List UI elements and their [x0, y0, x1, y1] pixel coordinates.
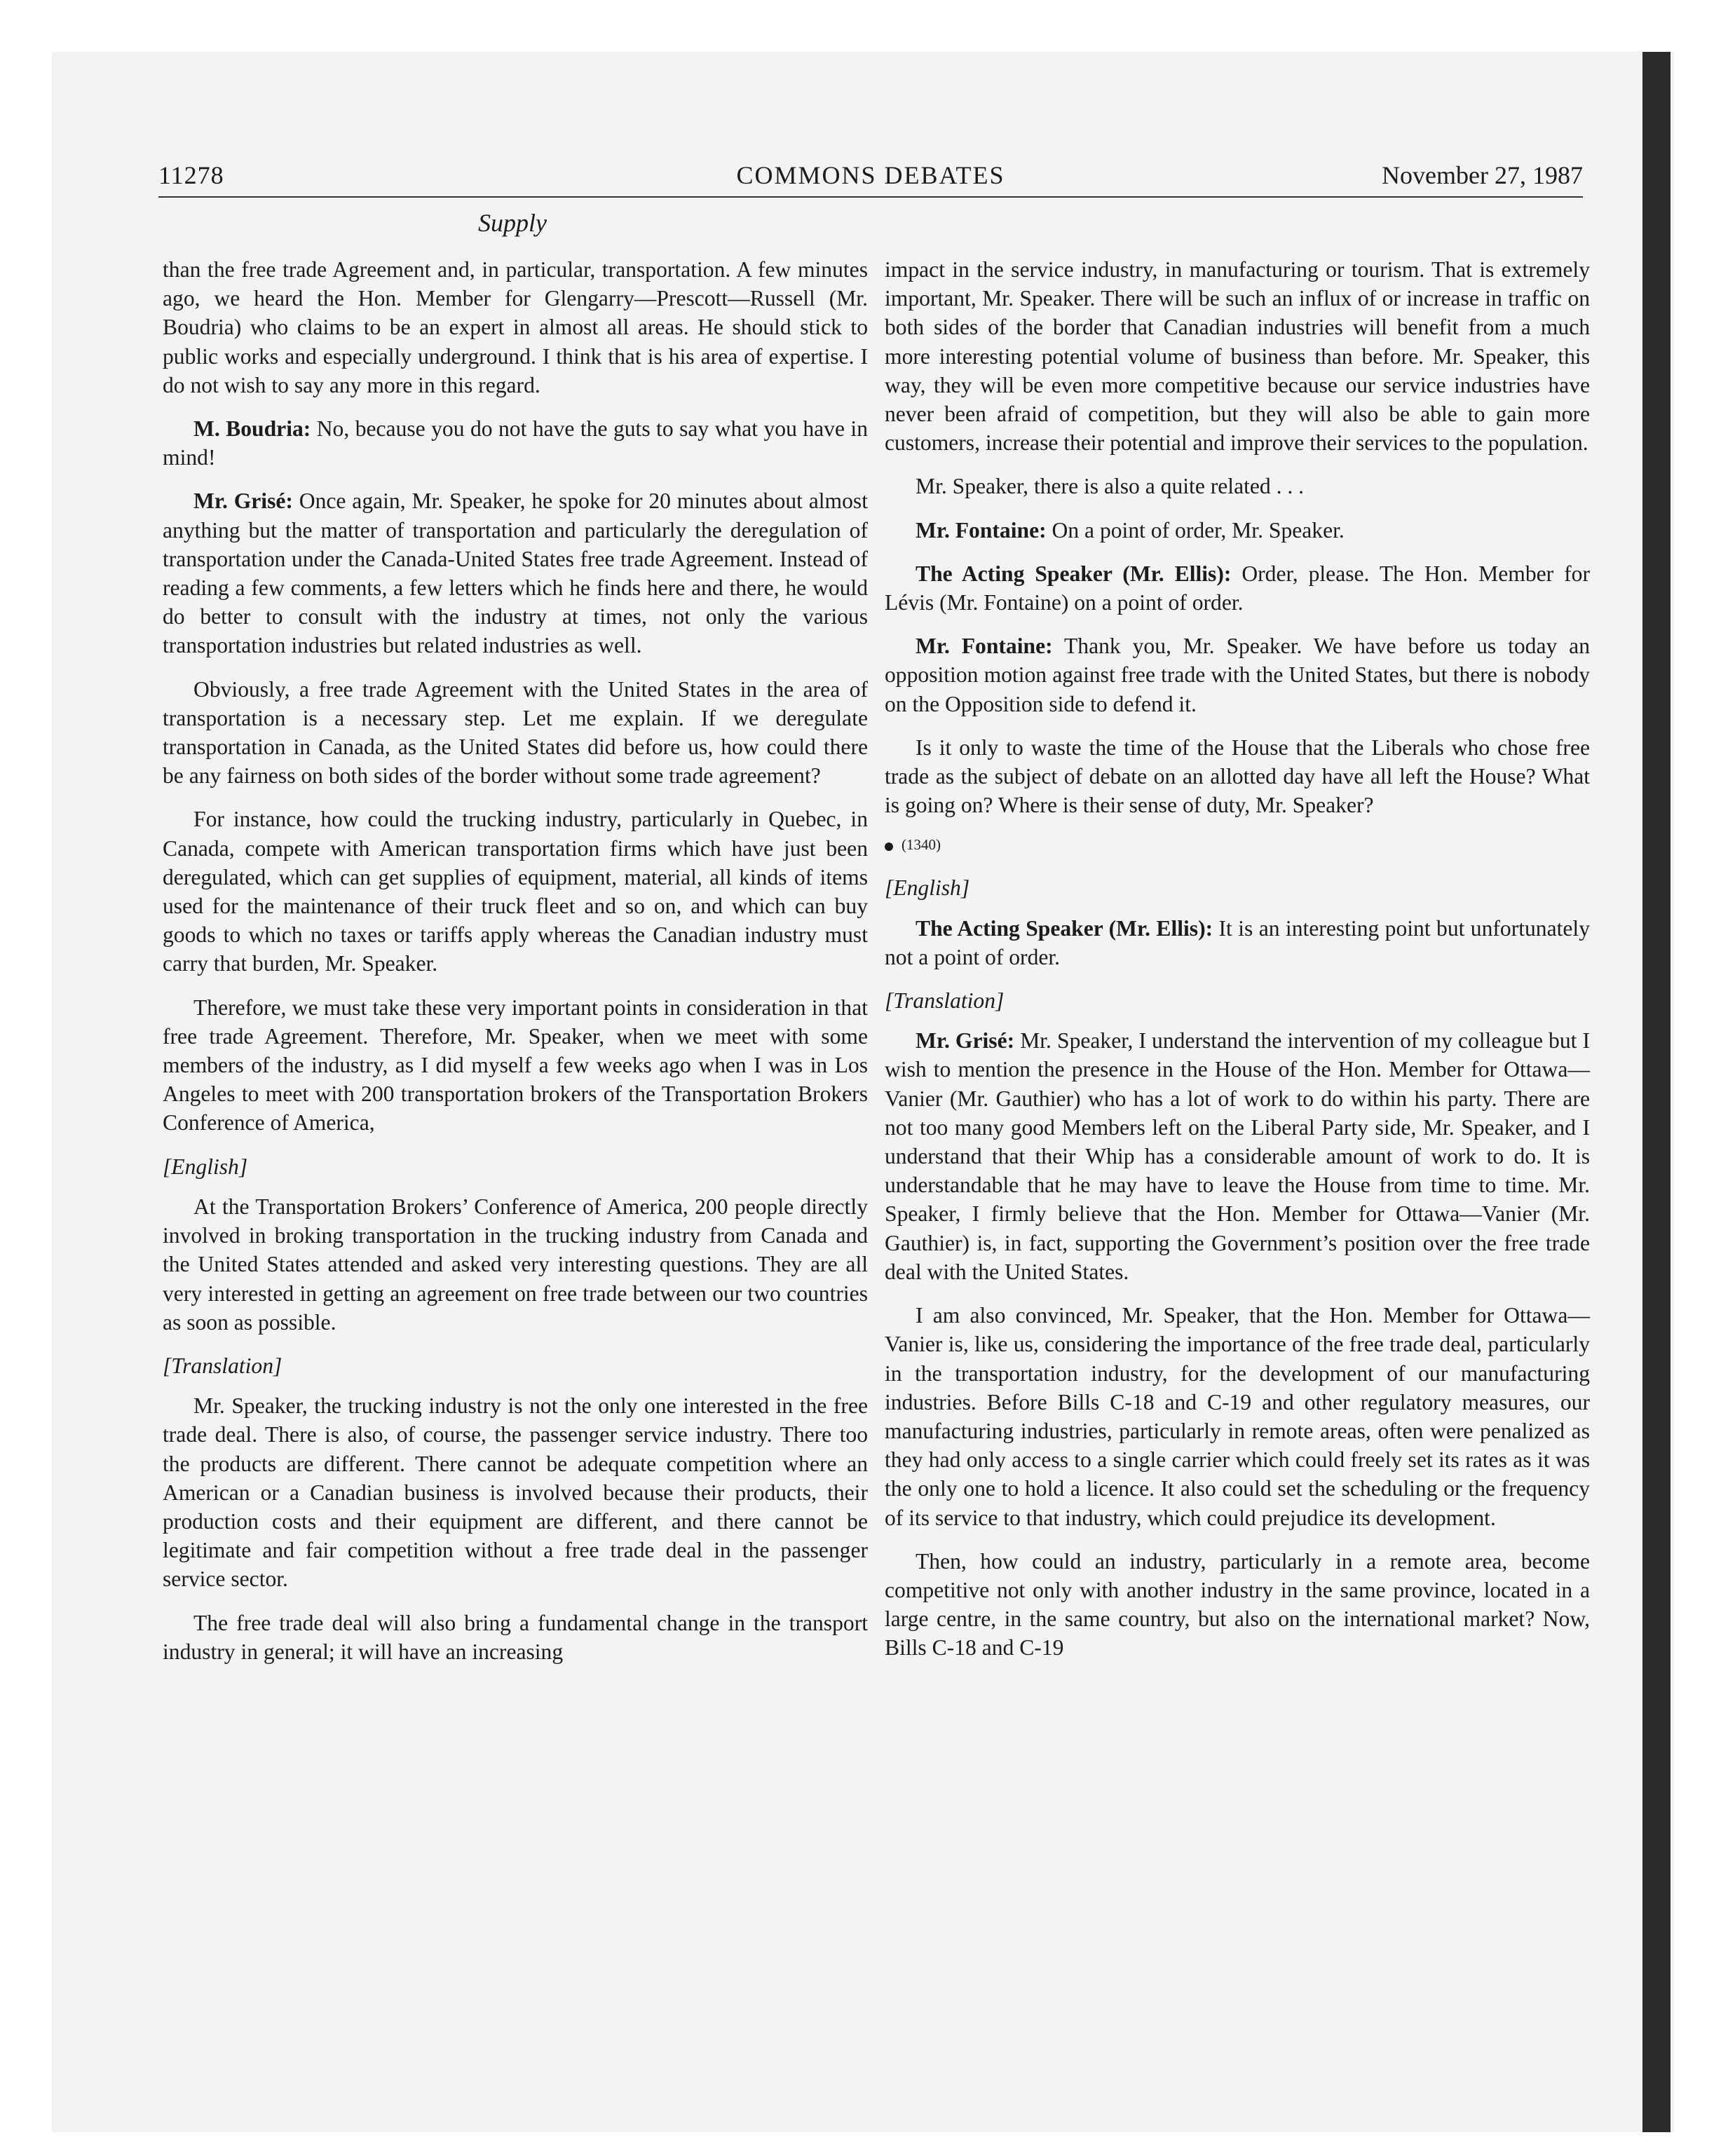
- page-number: 11278: [158, 161, 224, 189]
- speech-paragraph: [885, 632, 1590, 718]
- publication-date: November 27, 1987: [1382, 161, 1583, 189]
- speaker-name: Mr. Fontaine:: [916, 634, 1053, 659]
- speech-text: Mr. Speaker, I understand the intervention of my colleague but I wish to mention the presence in the House of the Hon. Member for Ottawa—Vanier (Mr. Gauthier) who has a lot of work to do within his party. There are not too many good Members left on the Liberal Party side, Mr. Speaker, and I understand that their Whip has a considerable amount of work to do. It is understandable that he may have to leave the House from time to time. Mr. Speaker, I firmly believe that the Hon. Member for Ottawa—Vanier (Mr. Gauthier) is, in fact, supporting the Government’s position over the free trade deal with the United States.: [885, 1028, 1591, 1284]
- paragraph: The free trade deal will also bring a fundamental change in the transport industry in general; it will have an increasing: [163, 1610, 868, 1664]
- speech-text: On a point of order, Mr. Speaker.: [1046, 517, 1345, 543]
- right-column: [885, 255, 1590, 1677]
- speech-paragraph: [885, 559, 1590, 617]
- speaker-name: Mr. Grisé:: [193, 489, 293, 514]
- speaker-name: The Acting Speaker (Mr. Ellis):: [916, 561, 1232, 586]
- speech-paragraph: [885, 516, 1590, 545]
- paragraph: Obviously, a free trade Agreement with the United States in the area of transportation is a necessary step. Let me explain. If we deregulate transportation in Canada, as the United States did before us, how could there be any fairness on both sides of the border without some trade agreement?: [163, 676, 868, 789]
- section-heading: Supply: [478, 209, 547, 237]
- language-tag: [Translation]: [885, 988, 1005, 1014]
- language-tag: [English]: [885, 875, 970, 901]
- speech-text: Order, please. The Hon. Member for Lévis (Mr. Fontaine) on a point of order.: [885, 561, 1590, 615]
- speech-paragraph: [885, 914, 1590, 971]
- time-marker: [885, 834, 1590, 855]
- paragraph: I am also convinced, Mr. Speaker, that the Hon. Member for Ottawa—Vanier is, like us, considering the importance of the free trade deal, particularly in the transportation industry, for the development of our manufacturing industries. Before Bills C-18 and C-19 and other regulatory measures, our manufacturing industries, particularly in remote areas, often were penalized as they had only access to a single carrier which could freely set its rates as it was the only one to hold a licence. It also could set the scheduling or the frequency of its service to that industry, which could prejudice its development.: [885, 1303, 1590, 1530]
- page-edge-shadow: [1642, 52, 1671, 2132]
- speech-paragraph: [885, 1026, 1590, 1286]
- paragraph: Mr. Speaker, the trucking industry is not the only one interested in the free trade deal. There is also, of course, the passenger service industry. There too the products are different. There cannot be adequate competition where an American or a Canadian business is involved because their products, their production costs and their equipment are different, and there cannot be legitimate and fair competition without a free trade deal in the passenger service sector.: [163, 1393, 868, 1592]
- paragraph: Therefore, we must take these very important points in consideration in that free trade Agreement. Therefore, Mr. Speaker, when we meet with some members of the industry, as I did myself a few weeks ago when I was in Los Angeles to meet with 200 transportation brokers of the Transportation Brokers Conference of America,: [163, 995, 868, 1135]
- speech-paragraph: [163, 414, 868, 472]
- paragraph: Is it only to waste the time of the House that the Liberals who chose free trade as the subject of debate on an allotted day have all left the House? What is going on? Where is their sense of duty, Mr. Speaker?: [885, 735, 1590, 818]
- paragraph: For instance, how could the trucking industry, particularly in Quebec, in Canada, compete with American transportation firms which have just been deregulated, which can get supplies of equipment, material, all kinds of items used for the maintenance of their truck fleet and so on, and which can buy goods to which no taxes or tariffs apply whereas the Canadian industry must carry that burden, Mr. Speaker.: [163, 807, 868, 976]
- paragraph: Then, how could an industry, particularly in a remote area, become competitive not only with another industry in the same province, located in a large centre, in the same country, but also on the international market? Now, Bills C-18 and C-19: [885, 1548, 1590, 1660]
- running-header: [158, 160, 1583, 198]
- paragraph: At the Transportation Brokers’ Conference of America, 200 people directly involved in broking transportation in the trucking industry from Canada and the United States attended and asked very interesting questions. They are all very interested in getting an agreement on free trade between our two countries as soon as possible.: [163, 1194, 868, 1335]
- speaker-name: Mr. Fontaine:: [916, 517, 1047, 543]
- speaker-name: The Acting Speaker (Mr. Ellis):: [916, 915, 1213, 941]
- speech-text: It is an interesting point but unfortunately not a point of order.: [885, 915, 1590, 969]
- paragraph: than the free trade Agreement and, in particular, transportation. A few minutes ago, we heard the Hon. Member for Glengarry—Prescott—Russell (Mr. Boudria) who claims to be an expert in almost all areas. He should stick to public works and especially underground. I think that is his area of expertise. I do not wish to say any more in this regard.: [163, 257, 868, 397]
- speech-text: Once again, Mr. Speaker, he spoke for 20 minutes about almost anything but the matter of transportation and particularly the deregulation of transportation under the Canada-United States free trade Agreement. Instead of reading a few comments, a few letters which he finds here and there, he would do better to consult with the industry at times, not only the various transportation industries but related industries as well.: [163, 489, 868, 658]
- speech-paragraph: [163, 486, 868, 660]
- language-tag: [English]: [163, 1154, 248, 1179]
- speech-text: No, because you do not have the guts to say what you have in mind!: [163, 416, 868, 470]
- time-marker-text: (1340): [901, 836, 941, 854]
- publication-title: COMMONS DEBATES: [736, 161, 1005, 189]
- paragraph: Mr. Speaker, there is also a quite related . . .: [916, 474, 1305, 499]
- left-column: [163, 255, 868, 1681]
- language-tag: [Translation]: [163, 1353, 283, 1378]
- speaker-name: Mr. Grisé:: [916, 1028, 1015, 1053]
- paragraph: impact in the service industry, in manufacturing or tourism. That is extremely important, Mr. Speaker. There will be such an influx of or increase in traffic on both sides of the border that Canadian industries will benefit from a much more interesting potential volume of business than before. Mr. Speaker, this way, they will be even more competitive because our service industries have never been afraid of competition, but they will also be able to gain more customers, increase their potential and improve their services to the population.: [885, 257, 1590, 456]
- speech-text: Thank you, Mr. Speaker. We have before us today an opposition motion against free trade with the United States, but there is nobody on the Opposition side to defend it.: [885, 634, 1590, 716]
- speaker-name: M. Boudria:: [193, 416, 311, 442]
- bullet-icon: [885, 842, 893, 851]
